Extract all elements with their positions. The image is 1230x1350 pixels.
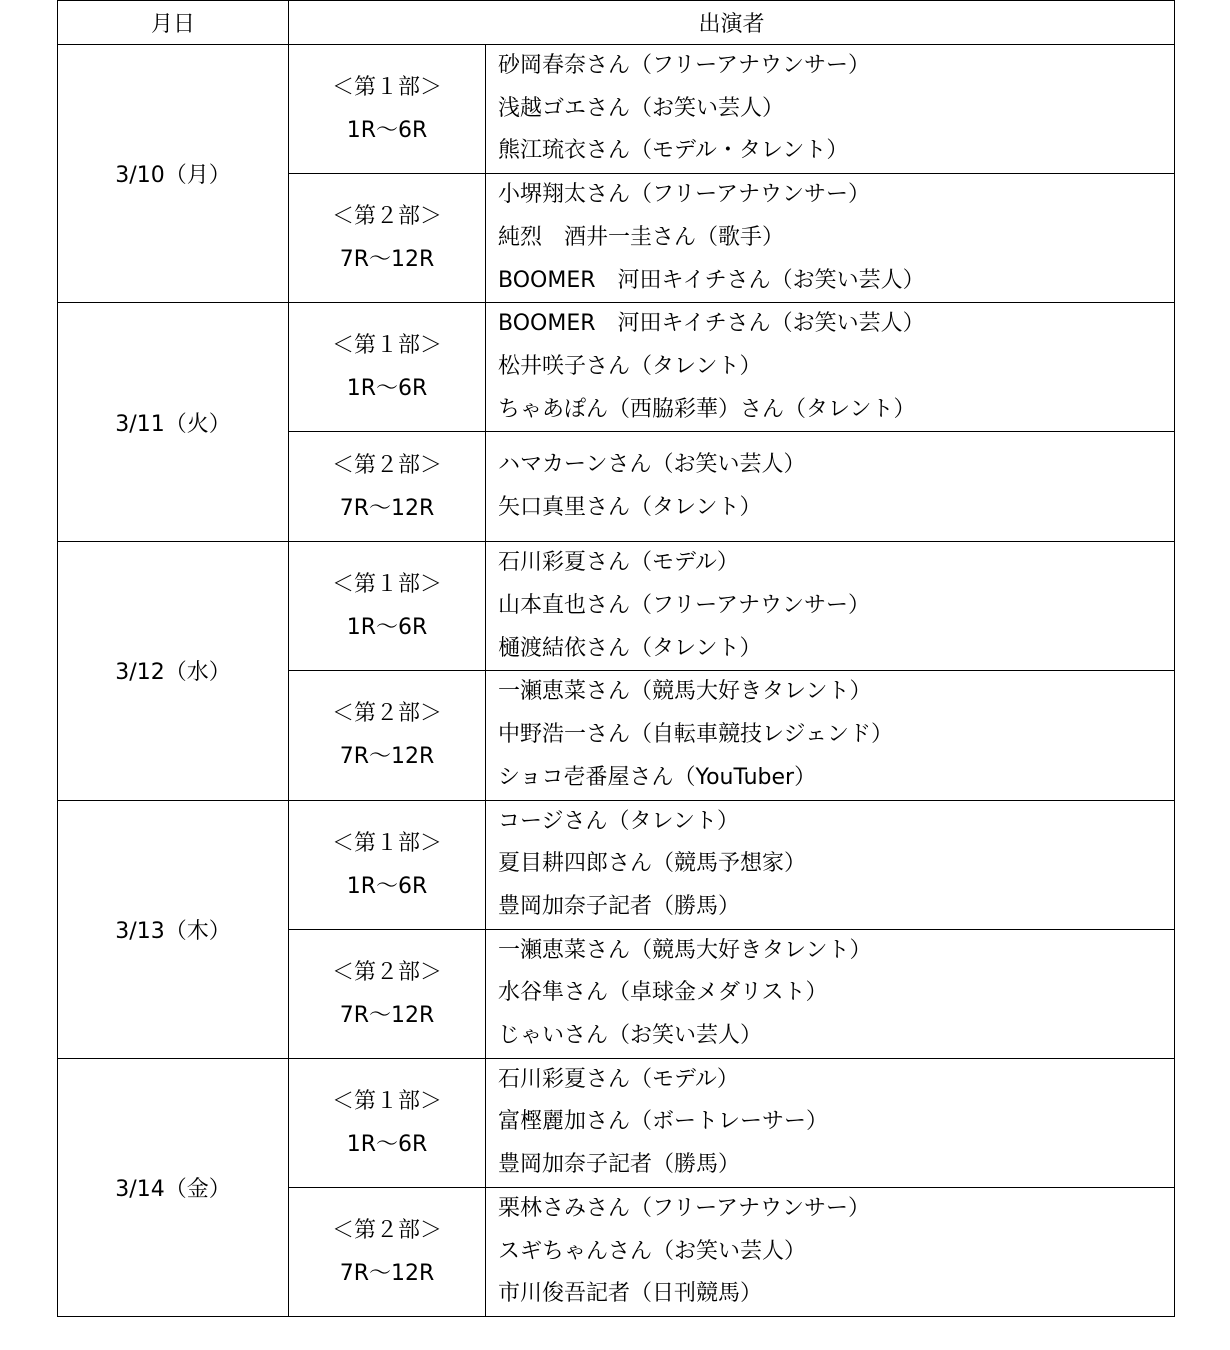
session-label: ＜第２部＞	[331, 1217, 442, 1243]
date-cell: 3/13（木）	[58, 800, 289, 1058]
performer-entry: 一瀬恵菜さん（競馬大好きタレント）	[498, 937, 872, 963]
session-label: ＜第１部＞	[331, 572, 442, 598]
session-label: ＜第２部＞	[331, 959, 442, 985]
performers-cell	[486, 929, 1175, 1058]
schedule-body	[58, 45, 1175, 1317]
date-cell: 3/14（金）	[58, 1058, 289, 1316]
race-range: 7R～12R	[339, 744, 435, 770]
performer-entry: 水谷隼さん（卓球金メダリスト）	[498, 980, 828, 1006]
session-label: ＜第１部＞	[331, 1088, 442, 1114]
session-label: ＜第２部＞	[331, 701, 442, 727]
performers-cell	[486, 800, 1175, 929]
performer-entry: コージさん（タレント）	[498, 808, 740, 834]
session-cell	[289, 45, 486, 174]
session-cell	[289, 432, 486, 542]
performer-entry: 矢口真里さん（タレント）	[498, 494, 762, 520]
table-row	[58, 800, 1175, 929]
performer-entry: スギちゃんさん（お笑い芸人）	[498, 1238, 807, 1264]
race-range: 1R～6R	[346, 1131, 428, 1157]
session-cell	[289, 174, 486, 303]
session-label: ＜第１部＞	[331, 333, 442, 359]
session-cell	[289, 1187, 486, 1316]
performer-entry: 夏目耕四郎さん（競馬予想家）	[498, 851, 807, 877]
table-row	[58, 303, 1175, 432]
performers-cell	[486, 1058, 1175, 1187]
performer-entry: 純烈 酒井一圭さん（歌手）	[498, 224, 785, 250]
date-cell: 3/10（月）	[58, 45, 289, 303]
session-cell	[289, 929, 486, 1058]
race-range: 7R～12R	[339, 247, 435, 273]
performer-entry: 中野浩一さん（自転車競技レジェンド）	[498, 722, 894, 748]
performer-entry: 浅越ゴエさん（お笑い芸人）	[498, 95, 785, 121]
performer-entry: 豊岡加奈子記者（勝馬）	[498, 893, 741, 919]
performer-entry: 一瀬恵菜さん（競馬大好きタレント）	[498, 679, 872, 705]
performer-entry: 松井咲子さん（タレント）	[498, 353, 762, 379]
performer-entry: 山本直也さん（フリーアナウンサー）	[498, 593, 871, 619]
performer-entry: 砂岡春奈さん（フリーアナウンサー）	[498, 53, 871, 78]
performers-cell	[486, 1187, 1175, 1316]
race-range: 1R～6R	[346, 376, 428, 402]
race-range: 1R～6R	[346, 615, 428, 641]
performers-cell	[486, 174, 1175, 303]
performer-entry: 石川彩夏さん（モデル）	[498, 1066, 739, 1092]
performer-entry: ショコ壱番屋さん（YouTuber）	[498, 764, 817, 790]
session-label: ＜第１部＞	[331, 75, 442, 101]
performers-cell	[486, 432, 1175, 542]
table-row	[58, 1058, 1175, 1187]
race-range: 1R～6R	[346, 873, 428, 899]
session-cell	[289, 1058, 486, 1187]
header-date: 月日	[58, 1, 289, 45]
performer-entry: 豊岡加奈子記者（勝馬）	[498, 1152, 741, 1178]
session-cell	[289, 671, 486, 800]
performers-cell	[486, 303, 1175, 432]
session-cell	[289, 303, 486, 432]
performer-entry: 富樫麗加さん（ボートレーサー）	[498, 1109, 829, 1135]
performer-entry: 樋渡結依さん（タレント）	[498, 635, 762, 661]
performers-cell	[486, 671, 1175, 800]
table-row	[58, 45, 1175, 174]
session-label: ＜第２部＞	[331, 204, 442, 230]
schedule-table	[57, 0, 1175, 1317]
performer-entry: ちゃあぽん（西脇彩華）さん（タレント）	[498, 396, 916, 422]
race-range: 1R～6R	[346, 118, 428, 144]
session-cell	[289, 542, 486, 671]
table-row	[58, 542, 1175, 671]
header-performers: 出演者	[289, 1, 1175, 45]
performer-entry: 石川彩夏さん（モデル）	[498, 550, 739, 576]
session-label: ＜第１部＞	[331, 830, 442, 856]
race-range: 7R～12R	[339, 1002, 435, 1028]
performer-entry: BOOMER 河田キイチさん（お笑い芸人）	[498, 267, 925, 293]
race-range: 7R～12R	[339, 1260, 435, 1286]
performer-entry: BOOMER 河田キイチさん（お笑い芸人）	[498, 311, 925, 337]
performers-cell	[486, 542, 1175, 671]
session-label: ＜第２部＞	[331, 452, 442, 478]
session-cell	[289, 800, 486, 929]
date-cell: 3/12（水）	[58, 542, 289, 800]
performer-entry: ハマカーンさん（お笑い芸人）	[498, 452, 806, 478]
race-range: 7R～12R	[339, 495, 435, 521]
performer-entry: 栗林さみさん（フリーアナウンサー）	[498, 1195, 871, 1221]
performers-cell	[486, 45, 1175, 174]
performer-entry: 市川俊吾記者（日刊競馬）	[498, 1281, 763, 1307]
performer-entry: じゃいさん（お笑い芸人）	[498, 1023, 763, 1049]
header-row	[58, 1, 1175, 45]
performer-entry: 小堺翔太さん（フリーアナウンサー）	[498, 182, 871, 208]
date-cell: 3/11（火）	[58, 303, 289, 542]
performer-entry: 熊江琉衣さん（モデル・タレント）	[498, 138, 849, 164]
